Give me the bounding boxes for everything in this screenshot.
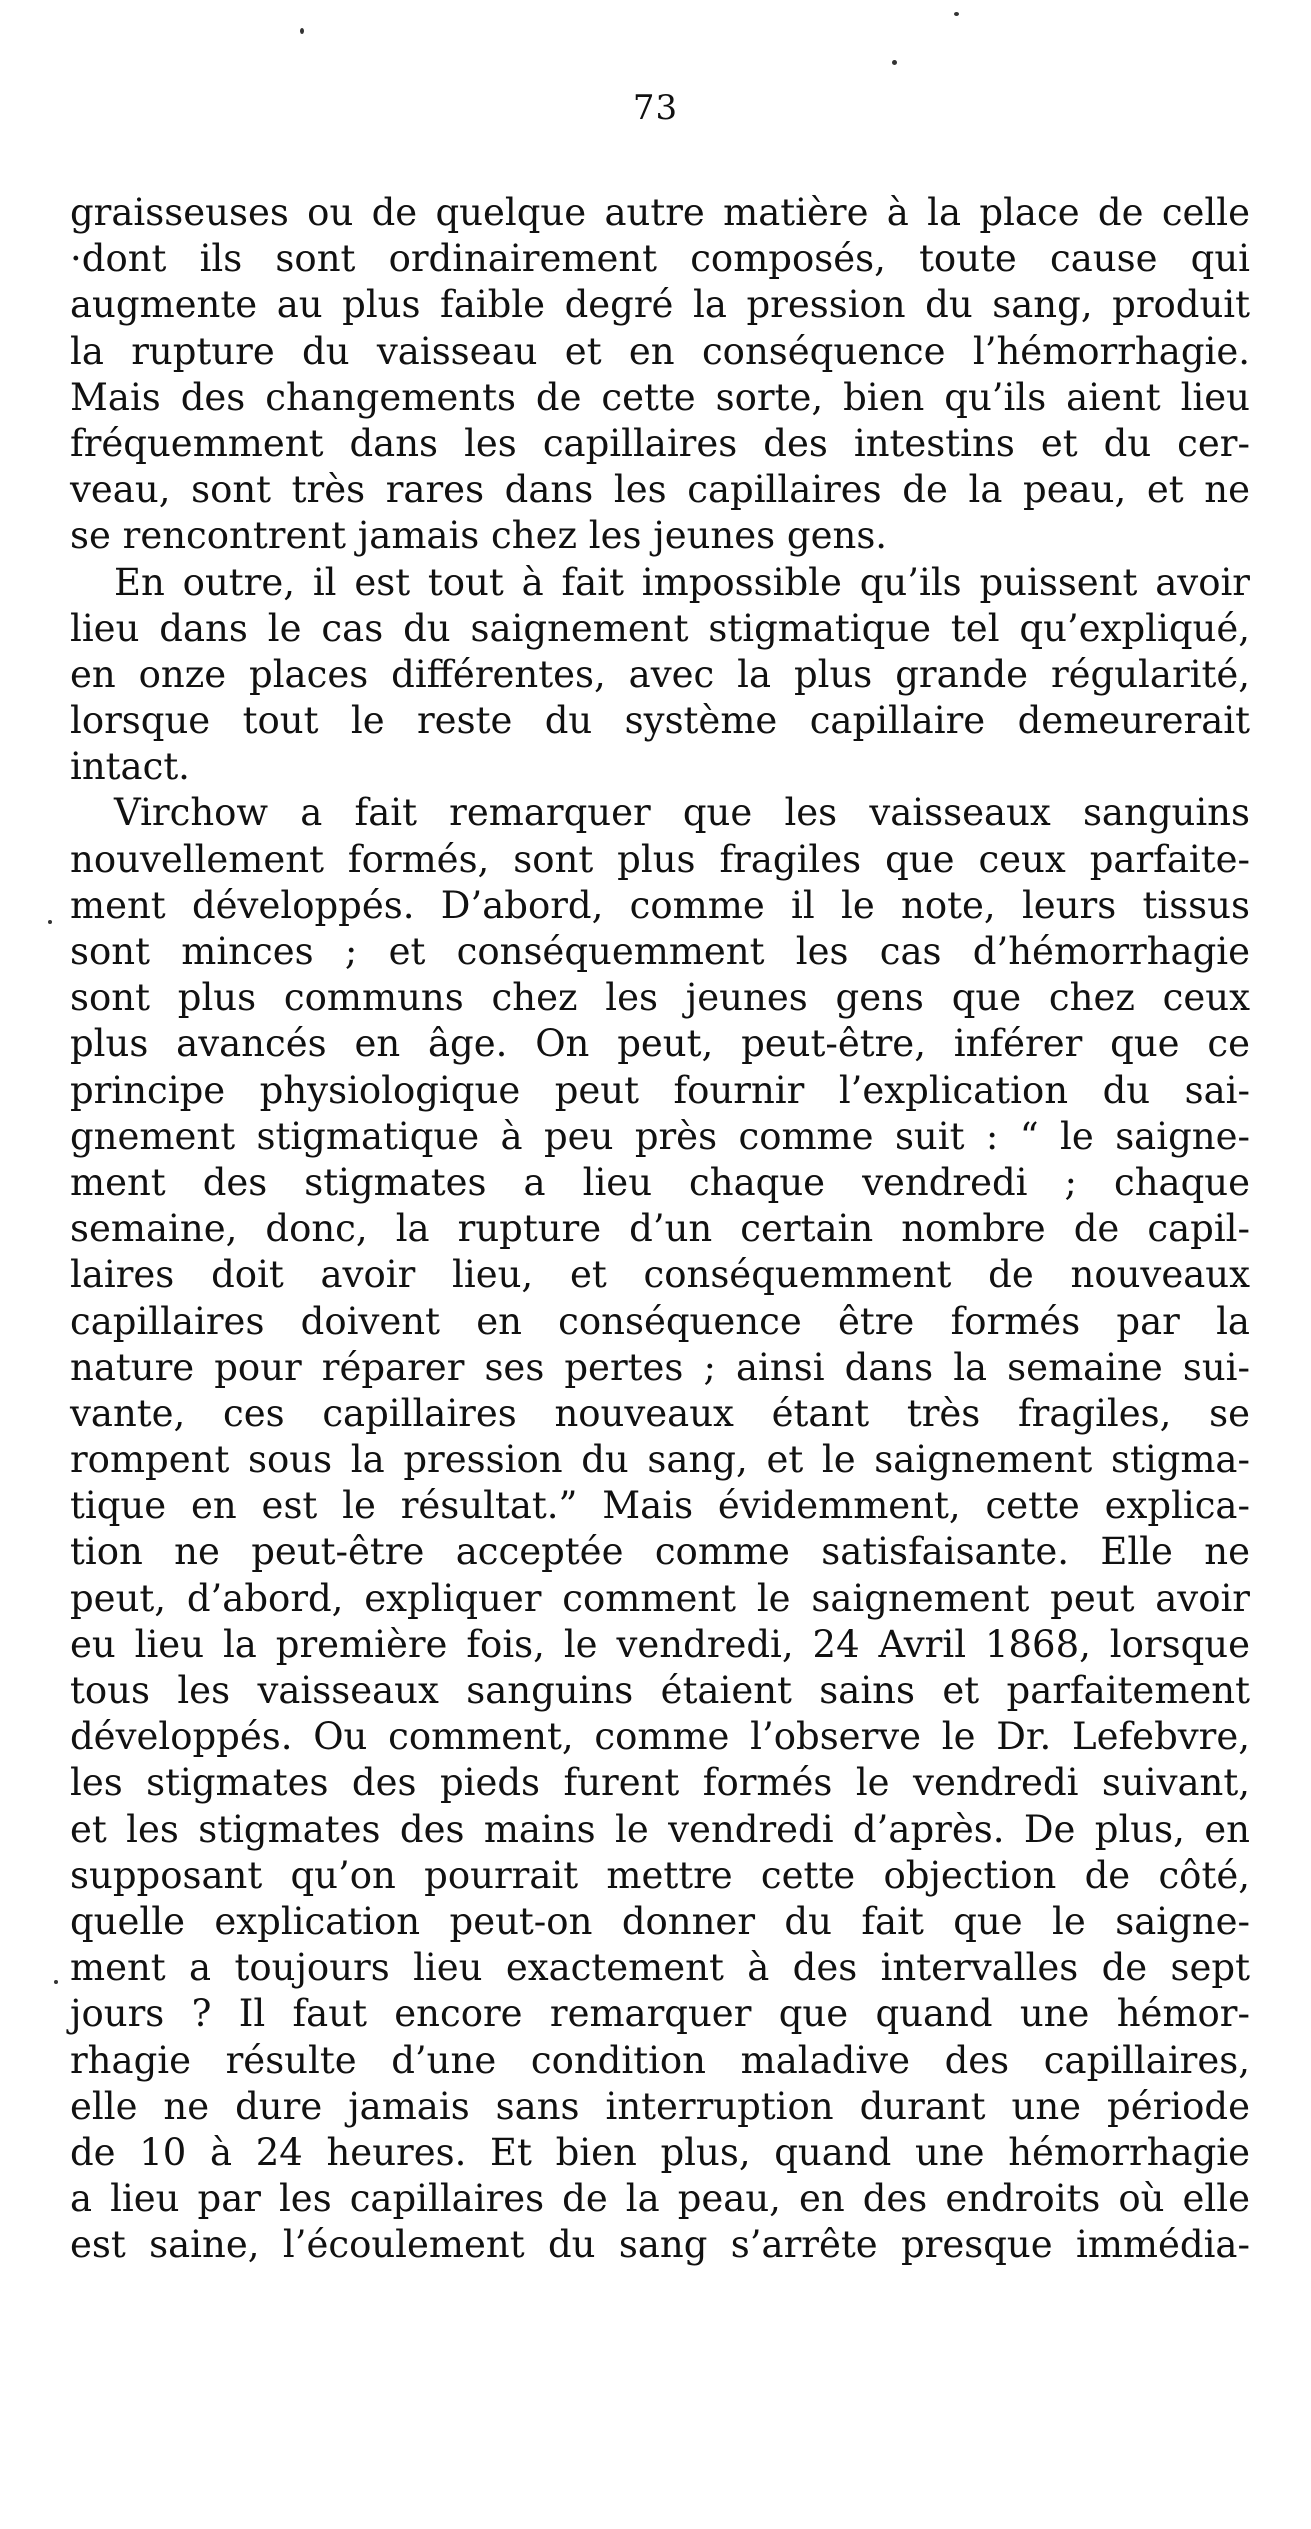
- text-line: veau, sont très rares dans les capillaires de la peau, et ne: [70, 468, 1250, 512]
- text-line: nouvellement formés, sont plus fragiles que ceux parfaite-: [70, 837, 1250, 881]
- text-line: intact.: [70, 745, 190, 789]
- text-line: a lieu par les capillaires de la peau, en des endroits où elle: [70, 2177, 1250, 2221]
- text-line: elle ne dure jamais sans interruption durant une période: [70, 2084, 1250, 2128]
- text-line: ment développés. D’abord, comme il le note, leurs tissus: [70, 883, 1250, 927]
- text-line: se rencontrent jamais chez les jeunes gens.: [70, 514, 888, 558]
- text-line: plus avancés en âge. On peut, peut-être, inférer que ce: [70, 1022, 1250, 1066]
- text-line: développés. Ou comment, comme l’observe le Dr. Lefebvre,: [70, 1715, 1250, 1759]
- text-line: sont plus communs chez les jeunes gens que chez ceux: [70, 976, 1250, 1020]
- text-line: eu lieu la première fois, le vendredi, 24 Avril 1868, lorsque: [70, 1622, 1250, 1666]
- text-line: tique en est le résultat.” Mais évidemment, cette explica-: [70, 1484, 1250, 1528]
- text-line: tion ne peut-être acceptée comme satisfaisante. Elle ne: [70, 1530, 1250, 1574]
- text-line: jours ? Il faut encore remarquer que quand une hémor-: [70, 1992, 1250, 2036]
- text-line: nature pour réparer ses pertes ; ainsi dans la semaine sui-: [70, 1345, 1250, 1389]
- text-line: et les stigmates des mains le vendredi d’après. De plus, en: [70, 1807, 1250, 1851]
- text-line: augmente au plus faible degré la pression du sang, produit: [70, 283, 1250, 327]
- text-line: les stigmates des pieds furent formés le vendredi suivant,: [70, 1761, 1250, 1805]
- scan-speck: [892, 60, 897, 65]
- scan-speck: [300, 28, 304, 34]
- text-line: graisseuses ou de quelque autre matière à la place de celle: [70, 191, 1250, 234]
- text-line: fréquemment dans les capillaires des intestins et du cer-: [70, 421, 1250, 465]
- text-line: ment des stigmates a lieu chaque vendredi ; chaque: [70, 1160, 1250, 1204]
- text-line: quelle explication peut-on donner du fait que le saigne-: [70, 1899, 1250, 1943]
- text-line: gnement stigmatique à peu près comme suit : “ le saigne-: [70, 1114, 1250, 1158]
- text-line: principe physiologique peut fournir l’explication du sai-: [70, 1068, 1250, 1112]
- text-line: Mais des changements de cette sorte, bien qu’ils aient lieu: [70, 375, 1250, 419]
- body-text: [70, 190, 1250, 2268]
- scan-speck: [54, 1980, 58, 1984]
- page-number: 73: [632, 88, 679, 128]
- text-line: rhagie résulte d’une condition maladive des capillaires,: [70, 2038, 1250, 2082]
- text-line: semaine, donc, la rupture d’un certain nombre de capil-: [70, 1207, 1250, 1251]
- text-line: peut, d’abord, expliquer comment le saignement peut avoir: [70, 1576, 1250, 1620]
- text-line: Virchow a fait remarquer que les vaisseaux sanguins: [114, 791, 1250, 835]
- text-line: ·dont ils sont ordinairement composés, toute cause qui: [70, 237, 1250, 281]
- text-line: laires doit avoir lieu, et conséquemment de nouveaux: [70, 1253, 1250, 1297]
- text-line: la rupture du vaisseau et en conséquence l’hémorrhagie.: [70, 329, 1250, 373]
- text-line: de 10 à 24 heures. Et bien plus, quand une hémorrhagie: [70, 2130, 1250, 2174]
- text-line: rompent sous la pression du sang, et le saignement stigma-: [70, 1438, 1250, 1482]
- text-line: supposant qu’on pourrait mettre cette objection de côté,: [70, 1853, 1250, 1897]
- text-line: sont minces ; et conséquemment les cas d’hémorrhagie: [70, 930, 1250, 973]
- scan-speck: [954, 12, 959, 16]
- text-line: vante, ces capillaires nouveaux étant très fragiles, se: [70, 1391, 1250, 1435]
- text-line: ment a toujours lieu exactement à des intervalles de sept: [70, 1946, 1250, 1990]
- scan-speck: [48, 920, 52, 924]
- text-line: lieu dans le cas du saignement stigmatique tel qu’expliqué,: [70, 606, 1250, 650]
- text-line: en onze places différentes, avec la plus grande régularité,: [70, 652, 1250, 696]
- text-line: est saine, l’écoulement du sang s’arrête presque immédia-: [70, 2223, 1250, 2267]
- text-line: lorsque tout le reste du système capillaire demeurerait: [70, 699, 1250, 743]
- text-line: tous les vaisseaux sanguins étaient sains et parfaitement: [70, 1669, 1250, 1712]
- text-line: En outre, il est tout à fait impossible qu’ils puissent avoir: [114, 560, 1250, 604]
- text-line: capillaires doivent en conséquence être formés par la: [70, 1299, 1250, 1343]
